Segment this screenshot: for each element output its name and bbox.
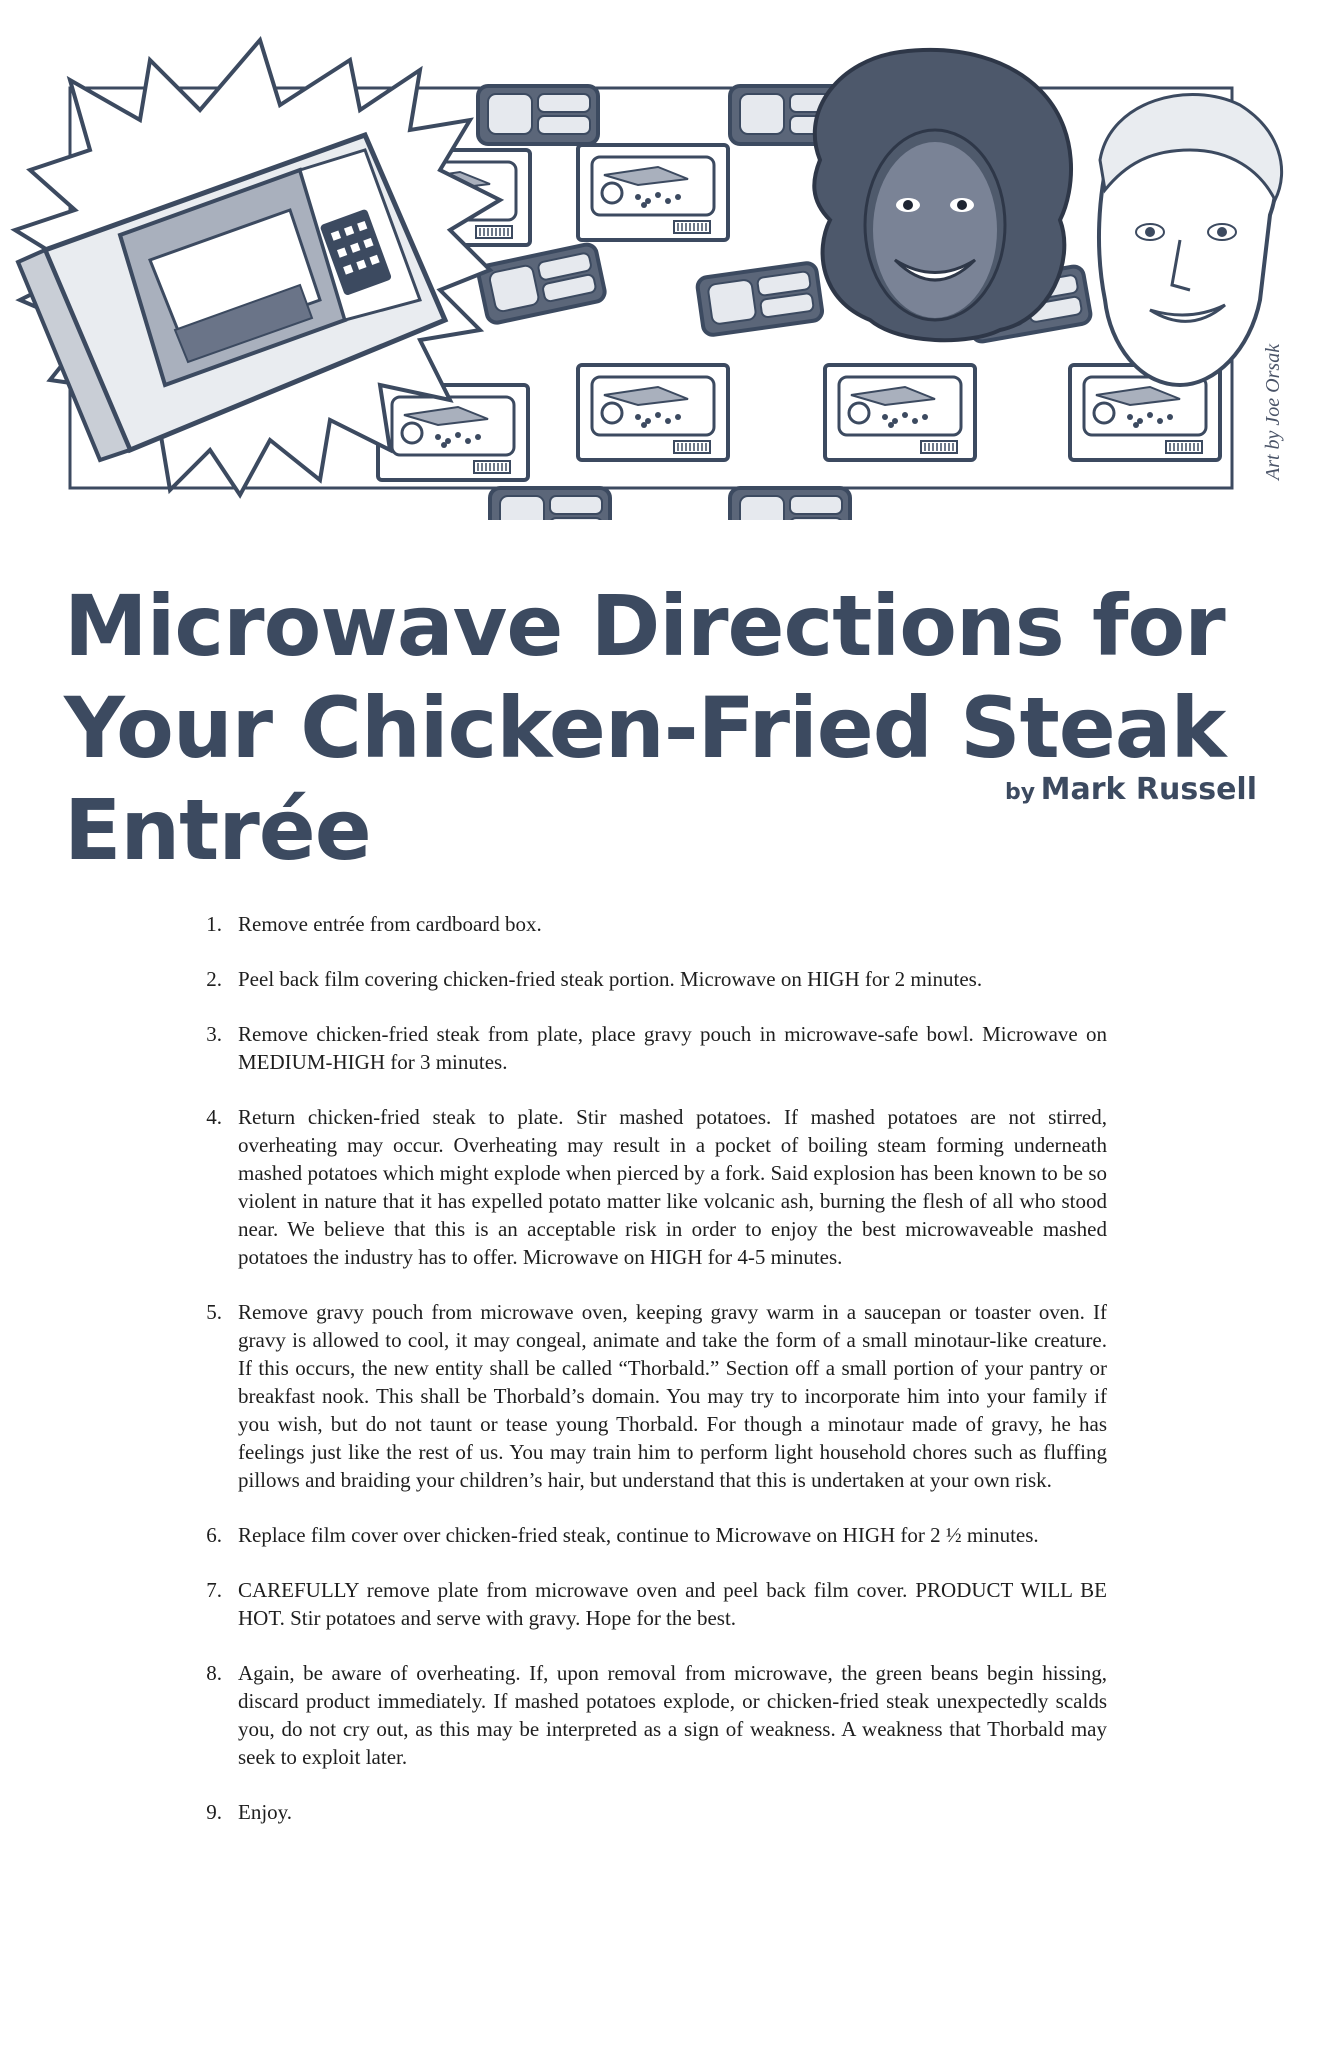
illustration-svg <box>0 0 1332 520</box>
article-title: Microwave Directions for Your Chicken-Fried Steak Entrée <box>64 577 1226 879</box>
step-number: 2. <box>206 967 222 991</box>
list-item <box>192 1798 1107 1826</box>
step-text: Enjoy. <box>238 1800 293 1824</box>
smiling-woman-icon <box>814 50 1071 340</box>
step-number: 7. <box>206 1578 222 1602</box>
list-item <box>192 1020 1107 1076</box>
step-number: 3. <box>206 1022 222 1046</box>
step-number: 6. <box>206 1523 222 1547</box>
step-number: 9. <box>206 1800 222 1824</box>
step-number: 4. <box>206 1105 222 1129</box>
step-number: 8. <box>206 1661 222 1685</box>
step-text: Replace film cover over chicken-fried steak, continue to Microwave on HIGH for 2 ½ minutes. <box>238 1523 1039 1547</box>
list-item <box>192 1659 1107 1771</box>
list-item <box>192 1521 1107 1549</box>
step-text: Again, be aware of overheating. If, upon removal from microwave, the green beans begin hissing, discard product immediately. If mashed potatoes explode, or chicken-fried steak unexpectedly scalds you, do not cry out, as this may be interpreted as a sign of weakness. A weakness that Thorbald may seek to exploit later. <box>238 1661 1107 1769</box>
directions-list <box>192 910 1107 1853</box>
step-number: 5. <box>206 1300 222 1324</box>
list-item <box>192 965 1107 993</box>
byline <box>1005 772 1257 807</box>
step-text: Peel back film covering chicken-fried steak portion. Microwave on HIGH for 2 minutes. <box>238 967 983 991</box>
step-number: 1. <box>206 912 222 936</box>
step-text: Return chicken-fried steak to plate. Stir mashed potatoes. If mashed potatoes are not stirred, overheating may occur. Overheating may result in a pocket of boiling steam forming underneath mashed potatoes which might explode when pierced by a fork. Said explosion has been known to be so violent in nature that it has expelled potato matter like volcanic ash, burning the flesh of all who stood near. We believe that this is an acceptable risk in order to enjoy the best microwaveable mashed potatoes the industry has to offer. Microwave on HIGH for 4-5 minutes. <box>238 1105 1107 1269</box>
step-text: CAREFULLY remove plate from microwave oven and peel back film cover. PRODUCT WILL BE HOT. Stir potatoes and serve with gravy. Hope for the best. <box>238 1578 1107 1630</box>
step-text: Remove entrée from cardboard box. <box>238 912 542 936</box>
smiling-man-icon <box>1099 94 1282 385</box>
list-item <box>192 1298 1107 1494</box>
author-name: Mark Russell <box>1040 772 1257 807</box>
list-item <box>192 910 1107 938</box>
byline-prefix: by <box>1004 780 1036 805</box>
header-illustration <box>0 0 1332 520</box>
step-text: Remove chicken-fried steak from plate, place gravy pouch in microwave-safe bowl. Microwave on MEDIUM-HIGH for 3 minutes. <box>238 1022 1107 1074</box>
list-item <box>192 1103 1107 1271</box>
art-credit: Art by Joe Orsak <box>1262 343 1284 480</box>
list-item <box>192 1576 1107 1632</box>
step-text: Remove gravy pouch from microwave oven, keeping gravy warm in a saucepan or toaster oven. If gravy is allowed to cool, it may congeal, animate and take the form of a small minotaur-like creature. If this occurs, the new entity shall be called “Thorbald.” Section off a small portion of your pantry or breakfast nook. This shall be Thorbald’s domain. You may try to incorporate him into your family if you wish, but do not taunt or tease young Thorbald. For though a minotaur made of gravy, he has feelings just like the rest of us. You may train him to perform light household chores such as fluffing pillows and braiding your children’s hair, but understand that this is undertaken at your own risk. <box>238 1300 1107 1492</box>
